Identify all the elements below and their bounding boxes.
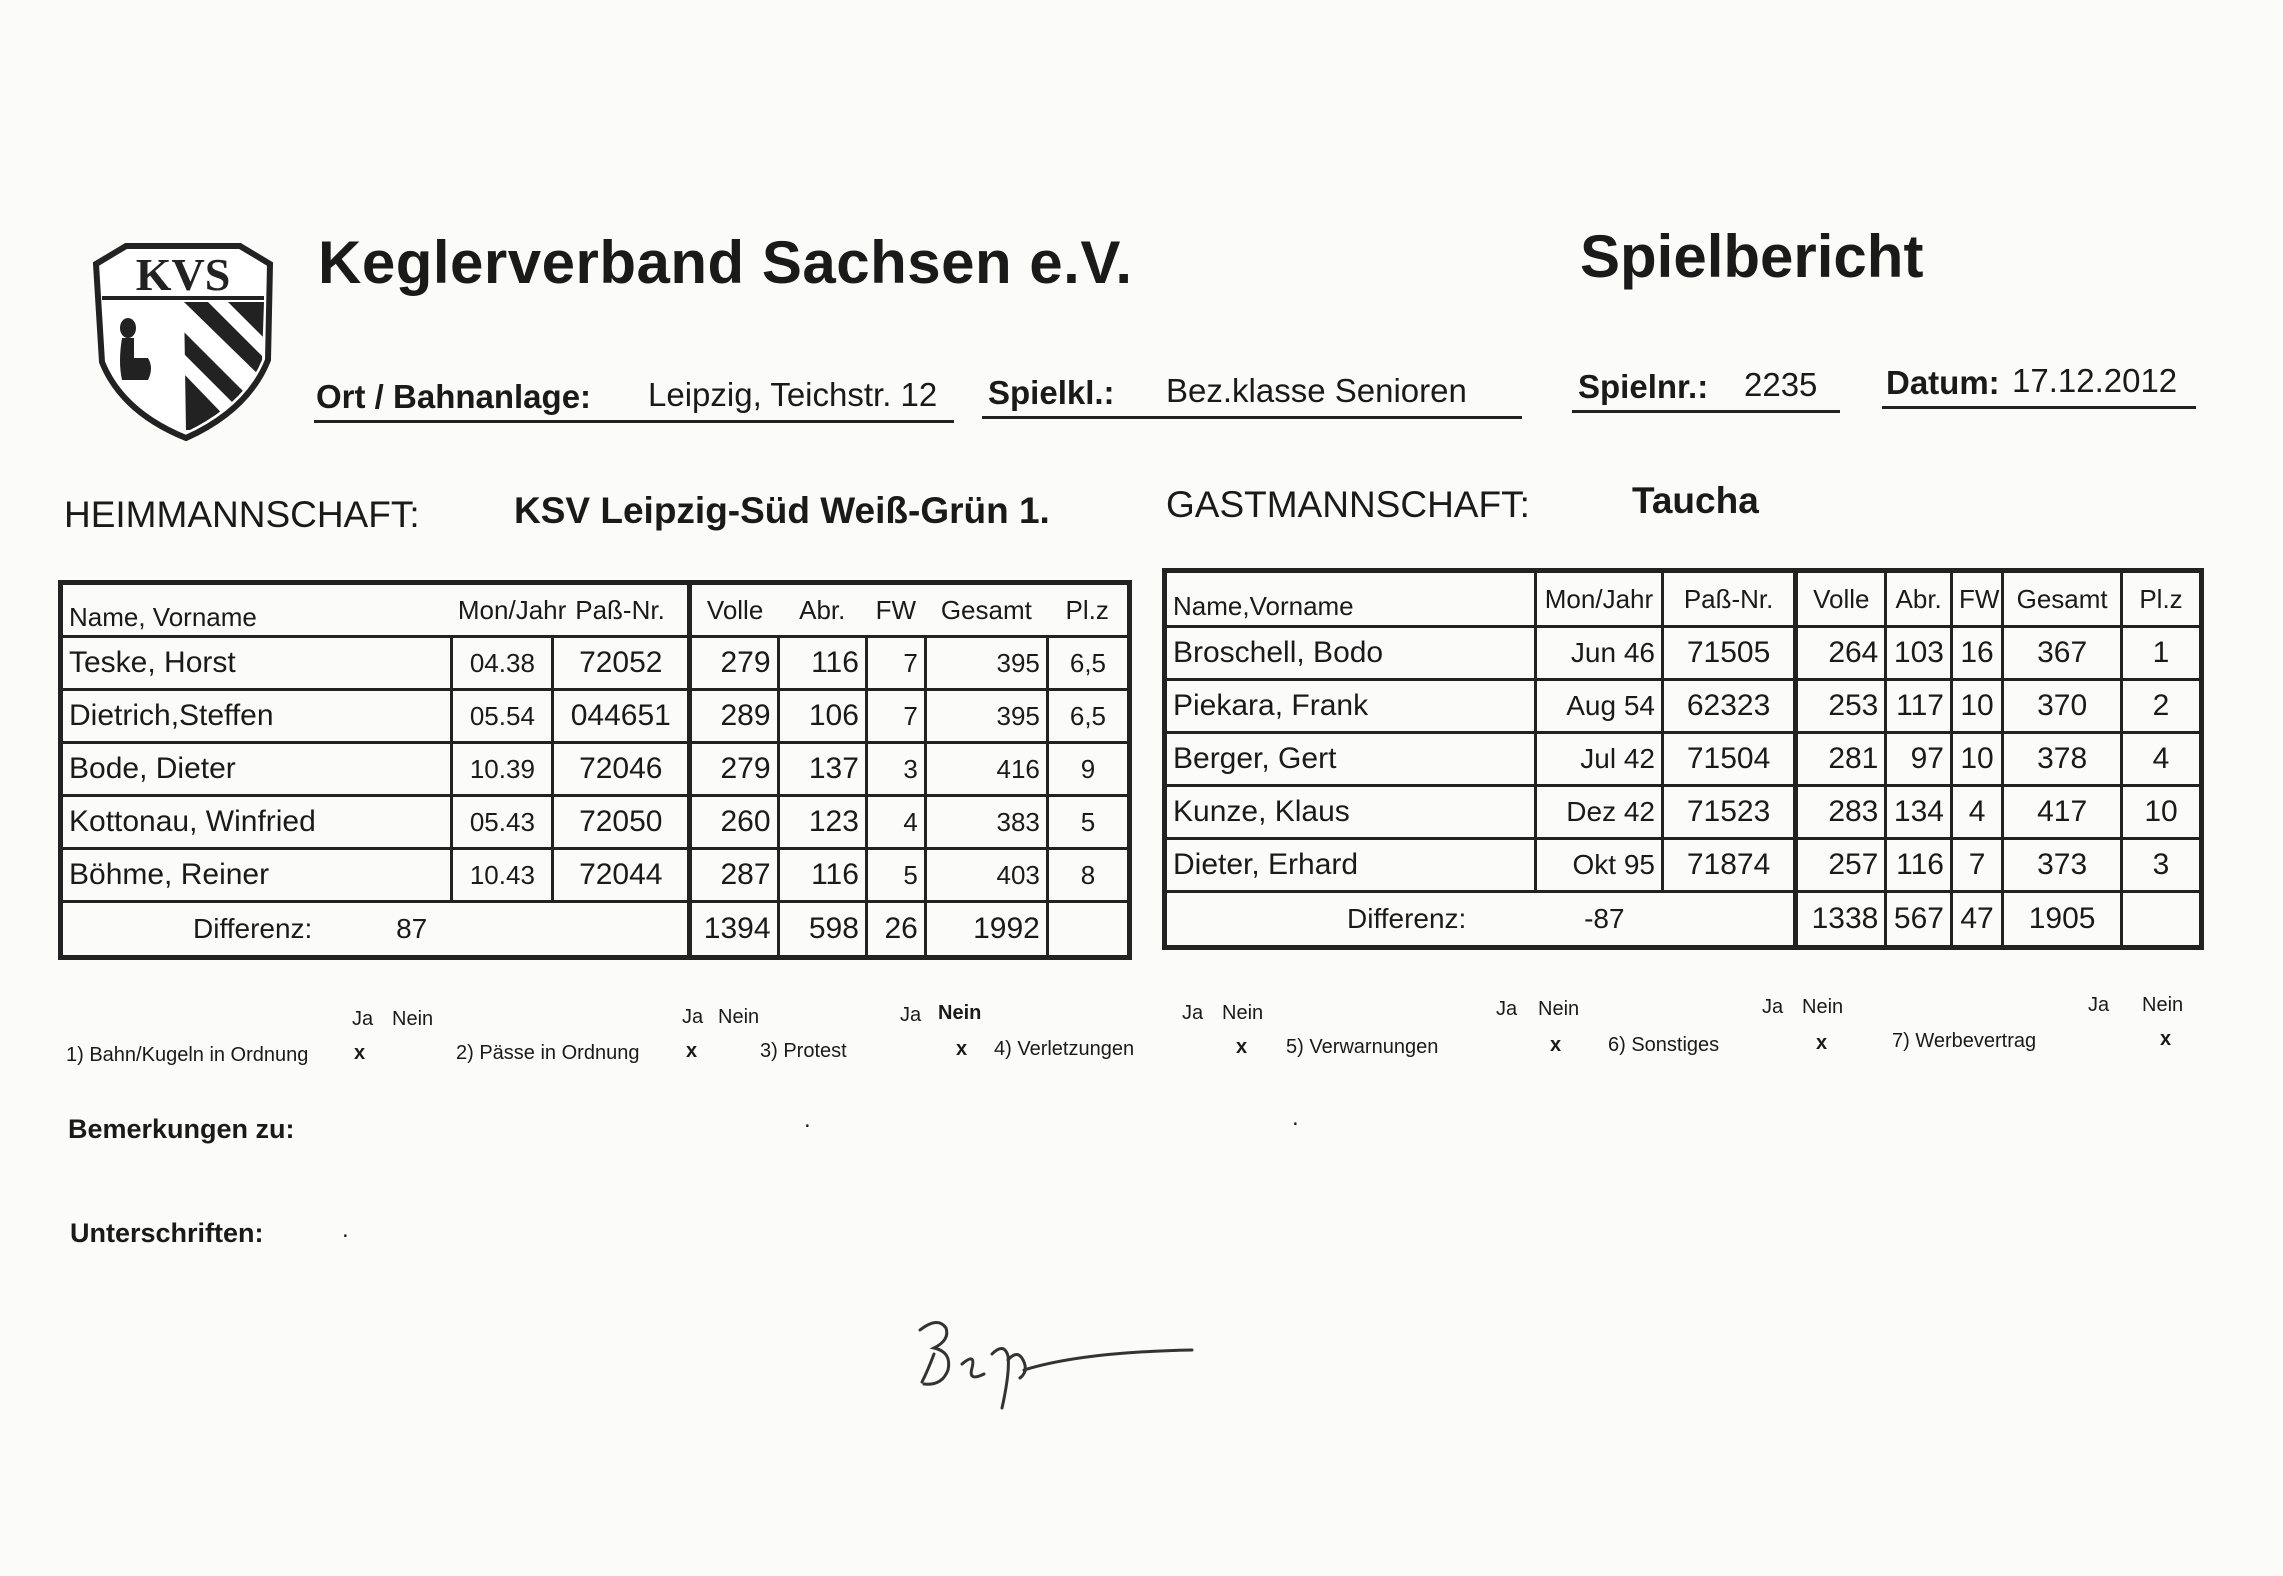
datum-label: Datum: bbox=[1886, 364, 2000, 401]
mark-sonstiges: x bbox=[1816, 1032, 1828, 1054]
col-abr: Abr. bbox=[1886, 571, 1952, 627]
player-volle: 257 bbox=[1796, 839, 1886, 892]
player-abr: 116 bbox=[778, 849, 866, 902]
player-plz: 8 bbox=[1047, 849, 1129, 902]
total-volle: 1338 bbox=[1796, 892, 1886, 948]
player-pass-nr: 72044 bbox=[553, 849, 690, 902]
home-team-label: HEIMMANNSCHAFT: bbox=[64, 494, 420, 535]
player-pass-nr: 044651 bbox=[553, 690, 690, 743]
player-volle: 283 bbox=[1796, 786, 1886, 839]
mark-bahn-kugeln: x bbox=[354, 1042, 366, 1064]
ort-value: Leipzig, Teichstr. 12 bbox=[648, 376, 938, 413]
ort-label: Ort / Bahnanlage: bbox=[316, 378, 592, 415]
player-pass-nr: 71505 bbox=[1663, 627, 1796, 680]
table-row bbox=[1165, 733, 2202, 786]
unterschriften-label: Unterschriften: bbox=[70, 1218, 264, 1248]
player-mon-jahr: Aug 54 bbox=[1535, 680, 1662, 733]
col-mon-jahr: Mon/Jahr bbox=[1535, 571, 1662, 627]
player-abr: 137 bbox=[778, 743, 866, 796]
difference-label: Differenz: bbox=[1347, 903, 1467, 934]
player-name: Bode, Dieter bbox=[69, 752, 236, 785]
datum-field bbox=[1882, 360, 2196, 409]
ja-header-1: Ja bbox=[352, 1008, 374, 1030]
player-plz: 10 bbox=[2122, 786, 2202, 839]
spielnr-value: 2235 bbox=[1744, 366, 1818, 403]
question-verletzungen: 4) Verletzungen bbox=[994, 1038, 1135, 1060]
difference-label: Differenz: bbox=[193, 913, 313, 944]
player-gesamt: 395 bbox=[925, 637, 1047, 690]
player-fw: 7 bbox=[1951, 839, 2002, 892]
col-pass-nr: Paß-Nr. bbox=[1663, 571, 1796, 627]
mark-verwarnungen: x bbox=[1550, 1034, 1562, 1056]
player-plz: 1 bbox=[2122, 627, 2202, 680]
ja-header-7: Ja bbox=[2088, 994, 2110, 1016]
kvs-logo bbox=[88, 240, 278, 440]
player-plz: 4 bbox=[2122, 733, 2202, 786]
guest-score-table bbox=[1162, 568, 2204, 950]
table-row bbox=[61, 743, 1130, 796]
player-plz: 3 bbox=[2122, 839, 2202, 892]
ja-header-2: Ja bbox=[682, 1006, 704, 1028]
total-plz-empty bbox=[1047, 902, 1129, 958]
col-volle: Volle bbox=[690, 583, 778, 637]
total-plz-empty bbox=[2122, 892, 2202, 948]
player-name: Kunze, Klaus bbox=[1173, 795, 1350, 828]
home-totals-row bbox=[61, 902, 1130, 958]
player-plz: 6,5 bbox=[1047, 637, 1129, 690]
table-row bbox=[1165, 786, 2202, 839]
mark-protest: x bbox=[956, 1038, 968, 1060]
col-name: Name,Vorname bbox=[1173, 590, 1354, 621]
guest-totals-row bbox=[1165, 892, 2202, 948]
player-fw: 4 bbox=[1951, 786, 2002, 839]
col-pass-nr: Paß-Nr. bbox=[575, 594, 665, 625]
bemerkungen-dot-1: . bbox=[804, 1106, 811, 1133]
player-abr: 123 bbox=[778, 796, 866, 849]
question-protest: 3) Protest bbox=[760, 1040, 847, 1062]
table-row bbox=[61, 849, 1130, 902]
guest-team-label: GASTMANNSCHAFT: bbox=[1166, 484, 1530, 525]
player-name: Berger, Gert bbox=[1173, 742, 1337, 775]
player-abr: 117 bbox=[1886, 680, 1952, 733]
player-gesamt: 367 bbox=[2003, 627, 2122, 680]
total-volle: 1394 bbox=[690, 902, 778, 958]
document-title: Spielbericht bbox=[1580, 223, 1924, 290]
player-fw: 16 bbox=[1951, 627, 2002, 680]
table-row bbox=[61, 796, 1130, 849]
player-gesamt: 395 bbox=[925, 690, 1047, 743]
home-team-name: KSV Leipzig-Süd Weiß-Grün 1. bbox=[514, 490, 1050, 531]
player-pass-nr: 71504 bbox=[1663, 733, 1796, 786]
player-volle: 260 bbox=[690, 796, 778, 849]
player-gesamt: 383 bbox=[925, 796, 1047, 849]
table-row bbox=[1165, 627, 2202, 680]
player-volle: 253 bbox=[1796, 680, 1886, 733]
difference-value: -87 bbox=[1584, 903, 1625, 934]
player-pass-nr: 72052 bbox=[553, 637, 690, 690]
table-row bbox=[1165, 839, 2202, 892]
player-name: Dietrich,Steffen bbox=[69, 699, 274, 732]
total-fw: 26 bbox=[866, 902, 925, 958]
mark-werbevertrag: x bbox=[2160, 1028, 2172, 1050]
player-plz: 6,5 bbox=[1047, 690, 1129, 743]
player-abr: 116 bbox=[1886, 839, 1952, 892]
home-difference bbox=[61, 902, 690, 958]
datum-value: 17.12.2012 bbox=[2012, 362, 2178, 399]
col-gesamt: Gesamt bbox=[2003, 571, 2122, 627]
player-fw: 7 bbox=[866, 637, 925, 690]
player-gesamt: 373 bbox=[2003, 839, 2122, 892]
home-score-table bbox=[58, 580, 1132, 960]
bemerkungen-dot-2: . bbox=[1292, 1104, 1299, 1131]
player-fw: 10 bbox=[1951, 680, 2002, 733]
spielnr-field bbox=[1572, 364, 1840, 413]
player-abr: 134 bbox=[1886, 786, 1952, 839]
col-fw: FW bbox=[1951, 571, 2002, 627]
guest-team-name: Taucha bbox=[1632, 480, 1759, 521]
player-mon-jahr: 04.38 bbox=[452, 637, 553, 690]
col-gesamt: Gesamt bbox=[940, 594, 1032, 625]
player-mon-jahr: 05.43 bbox=[452, 796, 553, 849]
player-gesamt: 378 bbox=[2003, 733, 2122, 786]
col-volle: Volle bbox=[1796, 571, 1886, 627]
nein-header-2: Nein bbox=[718, 1006, 760, 1028]
total-abr: 598 bbox=[778, 902, 866, 958]
player-fw: 7 bbox=[866, 690, 925, 743]
table-row bbox=[1165, 680, 2202, 733]
question-sonstiges: 6) Sonstiges bbox=[1608, 1034, 1720, 1056]
player-pass-nr: 71874 bbox=[1663, 839, 1796, 892]
table-row bbox=[61, 690, 1130, 743]
nein-header-5: Nein bbox=[1538, 998, 1580, 1020]
player-mon-jahr: Dez 42 bbox=[1535, 786, 1662, 839]
table-row bbox=[61, 637, 1130, 690]
spielklasse-value: Bez.klasse Senioren bbox=[1166, 372, 1467, 409]
player-volle: 287 bbox=[690, 849, 778, 902]
org-title: Keglerverband Sachsen e.V. bbox=[318, 229, 1133, 296]
nein-header-7: Nein bbox=[2142, 994, 2184, 1016]
total-gesamt: 1992 bbox=[925, 902, 1047, 958]
unterschriften-dot: . bbox=[342, 1216, 349, 1243]
player-plz: 5 bbox=[1047, 796, 1129, 849]
player-volle: 289 bbox=[690, 690, 778, 743]
player-pass-nr: 72046 bbox=[553, 743, 690, 796]
ja-header-3: Ja bbox=[900, 1004, 922, 1026]
player-abr: 106 bbox=[778, 690, 866, 743]
question-verwarnungen: 5) Verwarnungen bbox=[1286, 1036, 1439, 1058]
ja-header-5: Ja bbox=[1496, 998, 1518, 1020]
player-name: Piekara, Frank bbox=[1173, 689, 1369, 722]
total-fw: 47 bbox=[1951, 892, 2002, 948]
player-volle: 281 bbox=[1796, 733, 1886, 786]
player-mon-jahr: 10.43 bbox=[452, 849, 553, 902]
signature-image bbox=[912, 1312, 1202, 1422]
player-fw: 10 bbox=[1951, 733, 2002, 786]
spielklasse-field bbox=[982, 370, 1522, 419]
nein-header-6: Nein bbox=[1802, 996, 1844, 1018]
col-fw: FW bbox=[875, 594, 917, 625]
spielklasse-label: Spielkl.: bbox=[988, 374, 1115, 411]
player-plz: 2 bbox=[2122, 680, 2202, 733]
player-abr: 97 bbox=[1886, 733, 1952, 786]
player-plz: 9 bbox=[1047, 743, 1129, 796]
difference-value: 87 bbox=[396, 913, 428, 944]
player-abr: 116 bbox=[778, 637, 866, 690]
player-mon-jahr: Okt 95 bbox=[1535, 839, 1662, 892]
player-name: Teske, Horst bbox=[69, 646, 236, 679]
question-paesse: 2) Pässe in Ordnung bbox=[456, 1042, 640, 1064]
player-gesamt: 370 bbox=[2003, 680, 2122, 733]
player-name: Kottonau, Winfried bbox=[69, 805, 316, 838]
ja-header-4: Ja bbox=[1182, 1002, 1204, 1024]
player-gesamt: 417 bbox=[2003, 786, 2122, 839]
ort-field bbox=[314, 374, 954, 423]
guest-header-row bbox=[1165, 571, 2202, 627]
ja-header-6: Ja bbox=[1762, 996, 1784, 1018]
player-pass-nr: 72050 bbox=[553, 796, 690, 849]
player-pass-nr: 71523 bbox=[1663, 786, 1796, 839]
guest-difference bbox=[1165, 892, 1796, 948]
col-plz: Pl.z bbox=[2122, 571, 2202, 627]
total-gesamt: 1905 bbox=[2003, 892, 2122, 948]
col-mon-jahr: Mon/Jahr bbox=[457, 594, 567, 625]
player-fw: 4 bbox=[866, 796, 925, 849]
col-plz: Pl.z bbox=[1065, 594, 1109, 625]
total-abr: 567 bbox=[1886, 892, 1952, 948]
col-abr: Abr. bbox=[799, 594, 846, 625]
col-name: Name, Vorname bbox=[69, 601, 257, 632]
player-mon-jahr: 10.39 bbox=[452, 743, 553, 796]
player-mon-jahr: 05.54 bbox=[452, 690, 553, 743]
home-header-row bbox=[61, 583, 1130, 637]
logo-text: KVS bbox=[135, 249, 231, 300]
nein-header-4: Nein bbox=[1222, 1002, 1264, 1024]
nein-header-3: Nein bbox=[938, 1002, 982, 1024]
player-name: Dieter, Erhard bbox=[1173, 848, 1359, 881]
question-werbevertrag: 7) Werbevertrag bbox=[1892, 1030, 2037, 1052]
player-gesamt: 403 bbox=[925, 849, 1047, 902]
player-name: Böhme, Reiner bbox=[69, 858, 270, 891]
player-name: Broschell, Bodo bbox=[1173, 636, 1384, 669]
player-fw: 5 bbox=[866, 849, 925, 902]
player-gesamt: 416 bbox=[925, 743, 1047, 796]
player-pass-nr: 62323 bbox=[1663, 680, 1796, 733]
player-mon-jahr: Jun 46 bbox=[1535, 627, 1662, 680]
player-volle: 279 bbox=[690, 743, 778, 796]
player-abr: 103 bbox=[1886, 627, 1952, 680]
spielnr-label: Spielnr.: bbox=[1578, 368, 1709, 405]
mark-verletzungen: x bbox=[1236, 1036, 1248, 1058]
bemerkungen-label: Bemerkungen zu: bbox=[68, 1114, 295, 1144]
player-mon-jahr: Jul 42 bbox=[1535, 733, 1662, 786]
player-volle: 279 bbox=[690, 637, 778, 690]
question-bahn-kugeln: 1) Bahn/Kugeln in Ordnung bbox=[66, 1044, 309, 1066]
player-volle: 264 bbox=[1796, 627, 1886, 680]
mark-paesse: x bbox=[686, 1040, 698, 1062]
player-fw: 3 bbox=[866, 743, 925, 796]
nein-header-1: Nein bbox=[392, 1008, 434, 1030]
